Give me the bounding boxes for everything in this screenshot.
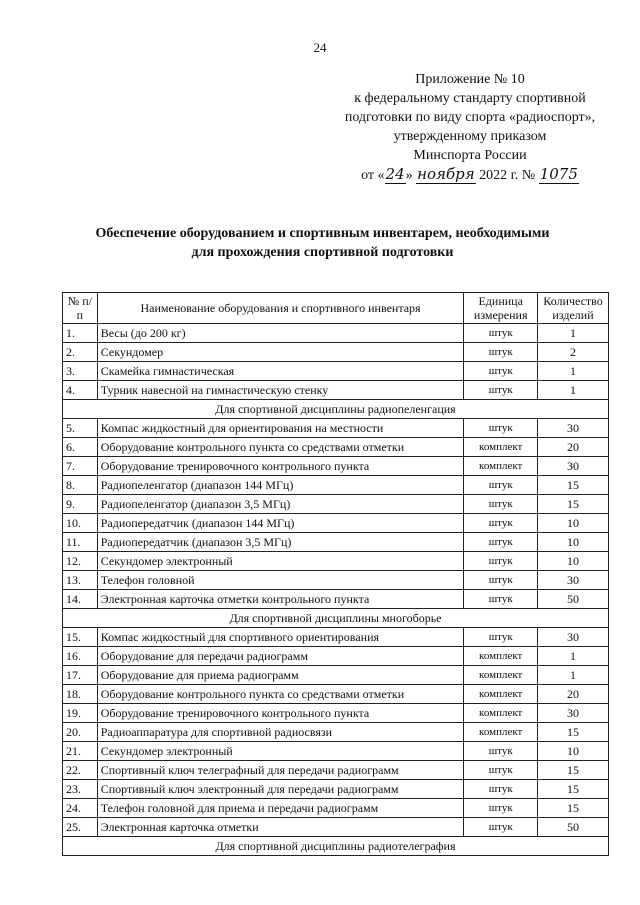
- row-unit: штук: [464, 495, 538, 514]
- row-quantity: 30: [538, 457, 609, 476]
- table-body: [63, 324, 609, 856]
- table-row: [63, 362, 609, 381]
- row-number: 10.: [63, 514, 98, 533]
- row-name: Весы (до 200 кг): [97, 324, 464, 343]
- page-number: 24: [313, 40, 327, 55]
- row-number: 15.: [63, 628, 98, 647]
- row-quantity: 2: [538, 343, 609, 362]
- row-quantity: 30: [538, 571, 609, 590]
- handwritten-day: 24: [385, 165, 405, 183]
- row-name: Радиопередатчик (диапазон 144 МГц): [97, 514, 464, 533]
- table-row: [63, 723, 609, 742]
- row-quantity: 30: [538, 628, 609, 647]
- row-quantity: 1: [538, 324, 609, 343]
- row-quantity: 15: [538, 495, 609, 514]
- row-number: 20.: [63, 723, 98, 742]
- row-number: 23.: [63, 780, 98, 799]
- row-quantity: 30: [538, 419, 609, 438]
- row-number: 17.: [63, 666, 98, 685]
- inventory-table: [62, 292, 609, 856]
- row-quantity: 1: [538, 362, 609, 381]
- row-quantity: 30: [538, 704, 609, 723]
- appendix-line-2: к федеральному стандарту спортивной: [354, 91, 586, 106]
- row-name: Радиопеленгатор (диапазон 3,5 МГц): [97, 495, 464, 514]
- row-unit: комплект: [464, 666, 538, 685]
- row-unit: штук: [464, 780, 538, 799]
- row-unit: штук: [464, 590, 538, 609]
- row-unit: штук: [464, 571, 538, 590]
- table-row: [63, 799, 609, 818]
- row-quantity: 15: [538, 723, 609, 742]
- row-name: Оборудование контрольного пункта со средствами отметки: [97, 438, 464, 457]
- table-row: [63, 343, 609, 362]
- row-quantity: 10: [538, 742, 609, 761]
- row-number: 22.: [63, 761, 98, 780]
- table-row: [63, 438, 609, 457]
- row-number: 12.: [63, 552, 98, 571]
- order-date-line: [330, 165, 610, 185]
- row-name: Компас жидкостный для спортивного ориентирования: [97, 628, 464, 647]
- title-line-2: для прохождения спортивной подготовки: [191, 245, 454, 260]
- row-unit: комплект: [464, 685, 538, 704]
- row-unit: штук: [464, 381, 538, 400]
- section-title: Для спортивной дисциплины радиопеленгация: [63, 400, 609, 419]
- appendix-line-1: Приложение № 10: [415, 72, 525, 87]
- row-number: 19.: [63, 704, 98, 723]
- row-number: 24.: [63, 799, 98, 818]
- row-name: Спортивный ключ электронный для передачи радиограмм: [97, 780, 464, 799]
- row-unit: штук: [464, 742, 538, 761]
- section-title: Для спортивной дисциплины многоборье: [63, 609, 609, 628]
- document-title: [60, 224, 585, 262]
- row-name: Радиопеленгатор (диапазон 144 МГц): [97, 476, 464, 495]
- section-title: Для спортивной дисциплины радиотелеграфия: [63, 837, 609, 856]
- header-name: Наименование оборудования и спортивного инвентаря: [97, 293, 464, 324]
- header-unit: Единица измерения: [464, 293, 538, 324]
- row-number: 16.: [63, 647, 98, 666]
- title-line-1: Обеспечение оборудованием и спортивным инвентарем, необходимыми: [95, 226, 550, 241]
- row-unit: комплект: [464, 704, 538, 723]
- row-quantity: 15: [538, 799, 609, 818]
- row-name: Оборудование тренировочного контрольного пункта: [97, 457, 464, 476]
- row-name: Телефон головной для приема и передачи радиограмм: [97, 799, 464, 818]
- row-unit: комплект: [464, 438, 538, 457]
- row-unit: штук: [464, 818, 538, 837]
- row-quantity: 1: [538, 666, 609, 685]
- row-unit: комплект: [464, 457, 538, 476]
- row-name: Секундомер электронный: [97, 552, 464, 571]
- appendix-line-5: Минспорта России: [413, 148, 527, 163]
- header-qty: Количество изделий: [538, 293, 609, 324]
- row-quantity: 10: [538, 552, 609, 571]
- header-num: № п/п: [63, 293, 98, 324]
- table-row: [63, 780, 609, 799]
- row-unit: штук: [464, 533, 538, 552]
- row-quantity: 10: [538, 514, 609, 533]
- row-unit: штук: [464, 362, 538, 381]
- row-unit: штук: [464, 419, 538, 438]
- row-name: Скамейка гимнастическая: [97, 362, 464, 381]
- table-row: [63, 818, 609, 837]
- row-name: Электронная карточка отметки контрольного пункта: [97, 590, 464, 609]
- row-quantity: 1: [538, 647, 609, 666]
- row-name: Радиоаппаратура для спортивной радиосвязи: [97, 723, 464, 742]
- row-unit: штук: [464, 552, 538, 571]
- row-name: Телефон головной: [97, 571, 464, 590]
- row-number: 21.: [63, 742, 98, 761]
- table-row: [63, 628, 609, 647]
- row-name: Компас жидкостный для ориентирования на местности: [97, 419, 464, 438]
- table-header-row: [63, 293, 609, 324]
- row-number: 8.: [63, 476, 98, 495]
- date-mid: »: [405, 168, 413, 183]
- table-row: [63, 704, 609, 723]
- row-unit: штук: [464, 761, 538, 780]
- row-unit: комплект: [464, 723, 538, 742]
- row-number: 14.: [63, 590, 98, 609]
- row-name: Оборудование тренировочного контрольного пункта: [97, 704, 464, 723]
- table-row: [63, 514, 609, 533]
- row-quantity: 50: [538, 590, 609, 609]
- row-number: 5.: [63, 419, 98, 438]
- row-name: Секундомер: [97, 343, 464, 362]
- row-unit: комплект: [464, 647, 538, 666]
- row-number: 4.: [63, 381, 98, 400]
- row-unit: штук: [464, 343, 538, 362]
- year-text: 2022 г. №: [479, 168, 536, 183]
- row-name: Турник навесной на гимнастическую стенку: [97, 381, 464, 400]
- row-quantity: 15: [538, 780, 609, 799]
- row-quantity: 1: [538, 381, 609, 400]
- row-name: Оборудование для приема радиограмм: [97, 666, 464, 685]
- row-quantity: 10: [538, 533, 609, 552]
- row-name: Электронная карточка отметки: [97, 818, 464, 837]
- table-row: [63, 590, 609, 609]
- section-row: [63, 837, 609, 856]
- row-number: 6.: [63, 438, 98, 457]
- row-number: 11.: [63, 533, 98, 552]
- table-row: [63, 381, 609, 400]
- table-row: [63, 457, 609, 476]
- row-quantity: 50: [538, 818, 609, 837]
- appendix-line-3: подготовки по виду спорта «радиоспорт»,: [344, 110, 596, 125]
- table-row: [63, 685, 609, 704]
- table-row: [63, 419, 609, 438]
- row-unit: штук: [464, 628, 538, 647]
- row-unit: штук: [464, 514, 538, 533]
- table-row: [63, 495, 609, 514]
- table-row: [63, 761, 609, 780]
- section-row: [63, 609, 609, 628]
- row-number: 1.: [63, 324, 98, 343]
- row-quantity: 20: [538, 438, 609, 457]
- handwritten-order-number: 1075: [539, 165, 578, 183]
- table-row: [63, 324, 609, 343]
- row-name: Радиопередатчик (диапазон 3,5 МГц): [97, 533, 464, 552]
- table-row: [63, 742, 609, 761]
- row-quantity: 15: [538, 761, 609, 780]
- row-name: Оборудование контрольного пункта со средствами отметки: [97, 685, 464, 704]
- row-number: 7.: [63, 457, 98, 476]
- table-row: [63, 571, 609, 590]
- row-name: Спортивный ключ телеграфный для передачи радиограмм: [97, 761, 464, 780]
- table-row: [63, 533, 609, 552]
- appendix-line-4: утвержденному приказом: [393, 129, 547, 144]
- row-unit: штук: [464, 476, 538, 495]
- row-quantity: 15: [538, 476, 609, 495]
- row-name: Оборудование для передачи радиограмм: [97, 647, 464, 666]
- row-number: 2.: [63, 343, 98, 362]
- handwritten-month: ноября: [417, 165, 475, 183]
- table-row: [63, 647, 609, 666]
- table-row: [63, 552, 609, 571]
- row-number: 9.: [63, 495, 98, 514]
- table-row: [63, 476, 609, 495]
- row-number: 13.: [63, 571, 98, 590]
- table-row: [63, 666, 609, 685]
- row-unit: штук: [464, 799, 538, 818]
- appendix-block: [330, 70, 610, 185]
- row-number: 3.: [63, 362, 98, 381]
- row-number: 18.: [63, 685, 98, 704]
- section-row: [63, 400, 609, 419]
- row-unit: штук: [464, 324, 538, 343]
- row-quantity: 20: [538, 685, 609, 704]
- date-prefix: от «: [361, 168, 385, 183]
- row-name: Секундомер электронный: [97, 742, 464, 761]
- row-number: 25.: [63, 818, 98, 837]
